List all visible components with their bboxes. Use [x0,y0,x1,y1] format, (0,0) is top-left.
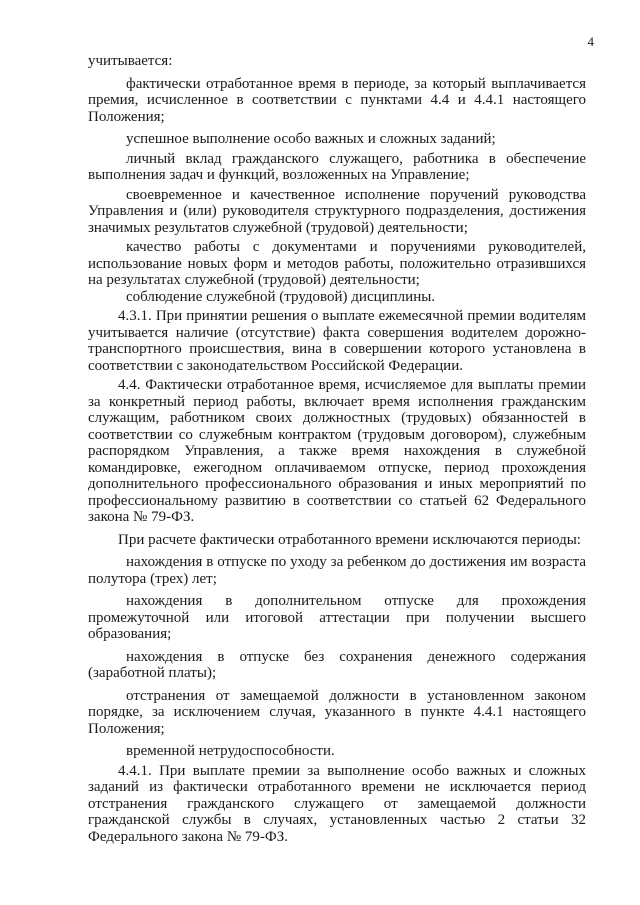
paragraph-4-3-1: 4.3.1. При принятии решения о выплате ежемесячной премии водителям учитывается наличие (отсутствие) факта совершения водителем дорожно-транспортного происшествия, вина в совершении которого установлена в соответствии с законодательством Российской Федерации. [88,308,586,374]
paragraph-study-leave: нахождения в дополнительном отпуске для прохождения промежуточной или итоговой аттестации при получении высшего образования; [88,593,586,642]
paragraph-important-tasks: успешное выполнение особо важных и сложных заданий; [126,131,496,147]
paragraph-work-quality: качество работы с документами и поручениями руководителей, использование новых форм и методов работы, положительно отразившихся на результатах служебной (трудовой) деятельности; [88,239,586,288]
paragraph-sick-leave: временной нетрудоспособности. [126,743,335,759]
paragraph-excluded-periods: При расчете фактически отработанного времени исключаются периоды: [118,531,581,548]
paragraph-suspension: отстранения от замещаемой должности в установленном законом порядке, за исключением случая, указанного в пункте 4.4.1 настоящего Положения; [88,687,586,737]
paragraph-personal-contribution: личный вклад гражданского служащего, работника в обеспечение выполнения задач и функций, возложенных на Управление; [88,150,586,183]
paragraph-worked-time: фактически отработанное время в периоде, за который выплачивается премия, исчисленное в соответствии с пунктами 4.4 и 4.4.1 настоящего Положения; [88,75,586,125]
paragraph-timely-execution: своевременное и качественное исполнение поручений руководства Управления и (или) руководителя структурного подразделения, достижения значимых результатов служебной (трудовой) деятельности; [88,186,586,236]
paragraph-4-4: 4.4. Фактически отработанное время, исчисляемое для выплаты премии за конкретный период работы, включает время исполнения гражданским служащим, работником своих должностных (трудовых) обязанностей в соответствии со служебным контрактом (трудовым договором), служебным распорядком Управления, а также время нахождения в служебной командировке, ежегодном оплачиваемом отпуске, период прохождения дополнительного профессионального образования и иных мероприятий по профессиональному развитию в соответствии со статьей 62 Федерального закона № 79-ФЗ. [88,377,586,525]
page-number: 4 [587,34,594,49]
paragraph-4-4-1: 4.4.1. При выплате премии за выполнение особо важных и сложных заданий из фактически отработанного времени не исключается период отстранения гражданского служащего от замещаемой должности гражданской службы в случаях, установленных частью 2 статьи 32 Федерального закона № 79-ФЗ. [88,762,586,845]
document-body [88,53,586,845]
paragraph-intro: учитывается: [88,53,173,69]
paragraph-childcare-leave: нахождения в отпуске по уходу за ребенком до достижения им возраста полутора (трех) лет; [88,554,586,587]
paragraph-discipline: соблюдение служебной (трудовой) дисциплины. [126,288,436,305]
paragraph-unpaid-leave: нахождения в отпуске без сохранения денежного содержания (заработной платы); [88,648,586,681]
